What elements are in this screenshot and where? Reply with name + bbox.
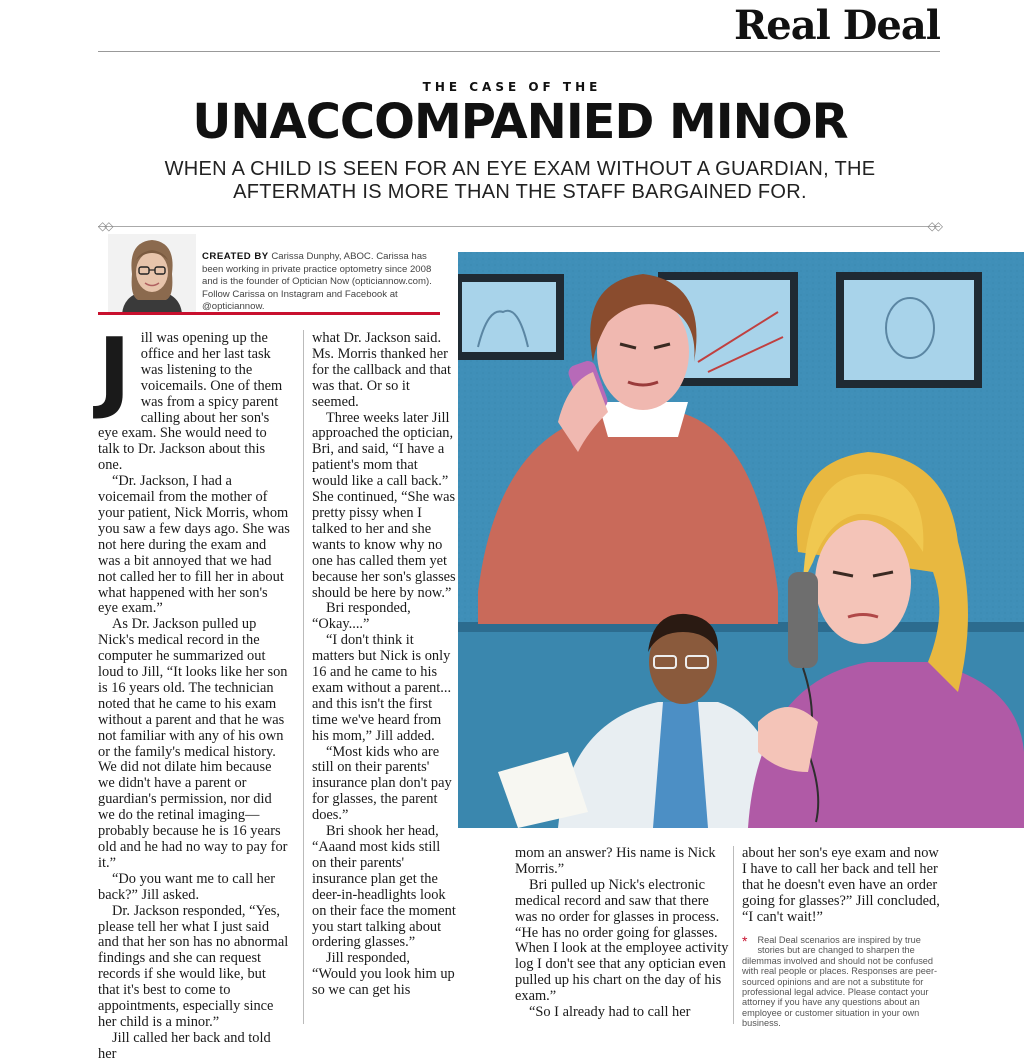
section-brand: Real Deal [734, 2, 940, 49]
paragraph: As Dr. Jackson pulled up Nick's medical record in the computer he summarized out loud to Jill, “It looks like her son is 16 years old. The technician noted that he came to his exam without a parent and that he was not familiar with any of his own or the family's medical history. We did not dilate him because we didn't have a parent or guardian's permission, nor did we do the retinal imaging—probably because he is 16 years old and he had no way to pay for it.” [98, 616, 288, 871]
article-column-4 [742, 846, 942, 926]
article-column-3 [515, 846, 729, 1021]
deck: WHEN A CHILD IS SEEN FOR AN EYE EXAM WITHOUT A GUARDIAN, THE AFTERMATH IS MORE THAN THE STAFF BARGAINED FOR. [164, 158, 876, 203]
headline: UNACCOMPANIED MINOR [192, 94, 848, 150]
column-divider [733, 846, 734, 1024]
paragraph: Bri pulled up Nick's electronic medical record and saw that there was no order for glasses in process. “He has no order going for glasses. When I look at the employee activity log I don't see that any optician even pulled up his chart on the day of his exam.” [515, 876, 729, 1005]
paragraph: Bri shook her head, “Aaand most kids still on their parents' insurance plan get the deer-in-headlights look on their face the moment you start talking about ordering glasses.” [312, 823, 456, 951]
asterisk-icon: * [742, 933, 748, 949]
top-rule [98, 51, 940, 52]
paragraph: “Most kids who are still on their parents' insurance plan don't pay for glasses, the parent does.” [312, 743, 452, 824]
column-divider [303, 330, 304, 1024]
article-illustration [458, 252, 1024, 828]
paragraph: “Do you want me to call her back?” Jill asked. [98, 870, 276, 903]
paragraph: about her son's eye exam and now I have to call her back and tell her that he doesn't even have an order going for glasses?” Jill concluded, “I can't wait!” [742, 845, 940, 925]
paragraph: Three weeks later Jill approached the optician, Bri, and said, “I have a patient's mom that would like a call back.” She continued, “She was pretty pissy when I talked to her and she wants to know why no one has called them yet because her son's glasses should be here by now.” [312, 409, 456, 601]
divider-rule [98, 226, 940, 227]
paragraph: Jill responded, “Would you look him up so we can get his [312, 950, 455, 999]
ornament-left-icon: ◇◇ [98, 219, 111, 233]
disclaimer [742, 935, 942, 1029]
paragraph: what Dr. Jackson said. Ms. Morris thanked her for the callback and that was that. Or so it seemed. [312, 330, 452, 410]
paragraph: Dr. Jackson responded, “Yes, please tell her what I just said and that her son has no abnormal findings and she can request records if she would like, but that it's best to come to appointments, especially since her child is a minor.” [98, 902, 289, 1030]
drop-cap: J [98, 319, 131, 422]
author-credit [202, 251, 438, 314]
paragraph: “So I already had to call her [529, 1004, 691, 1021]
author-label: CREATED BY [202, 251, 269, 262]
paragraph: “Dr. Jackson, I had a voicemail from the mother of your patient, Nick Morris, whom you saw a few days ago. She was not here during the exam and was a bit annoyed that we had not called her to fill her in about what happened with her son's eye exam.” [98, 473, 290, 617]
article-column-2 [312, 331, 456, 999]
paragraph: Bri responded, “Okay....” [312, 600, 411, 633]
article-column-1 [98, 319, 290, 1063]
paragraph: ill was opening up the office and her last task was listening to the voicemails. One of them was from a spicy parent calling about her son's eye exam. She would need to talk to Dr. Jackson about this one. [98, 330, 283, 474]
paragraph: mom an answer? His name is Nick Morris.” [515, 845, 716, 877]
accent-rule [98, 312, 440, 315]
kicker: THE CASE OF THE [422, 80, 602, 94]
paragraph: “I don't think it matters but Nick is only 16 and he came to his exam without a parent... and this isn't the first time we've heard from his mom,” Jill added. [312, 632, 452, 744]
ornament-right-icon: ◇◇ [927, 219, 940, 233]
paragraph: Jill called her back and told her [98, 1029, 271, 1062]
disclaimer-text: Real Deal scenarios are inspired by true stories but are changed to sharpen the dilemmas involved and should not be confused with real people or places. Responses are peer-sourced opinions and are not a substitute for professional legal advice. Please contact your attorney if you have any questions about an employee or customer situation in your own business. [742, 935, 938, 1029]
author-photo [108, 234, 196, 314]
author-bio: Carissa Dunphy, ABOC. Carissa has been working in private practice optometry since 2008 and is the founder of Optician Now (opticiannow.com). Follow Carissa on Instagram and Facebook at @opticiannow. [202, 251, 432, 313]
